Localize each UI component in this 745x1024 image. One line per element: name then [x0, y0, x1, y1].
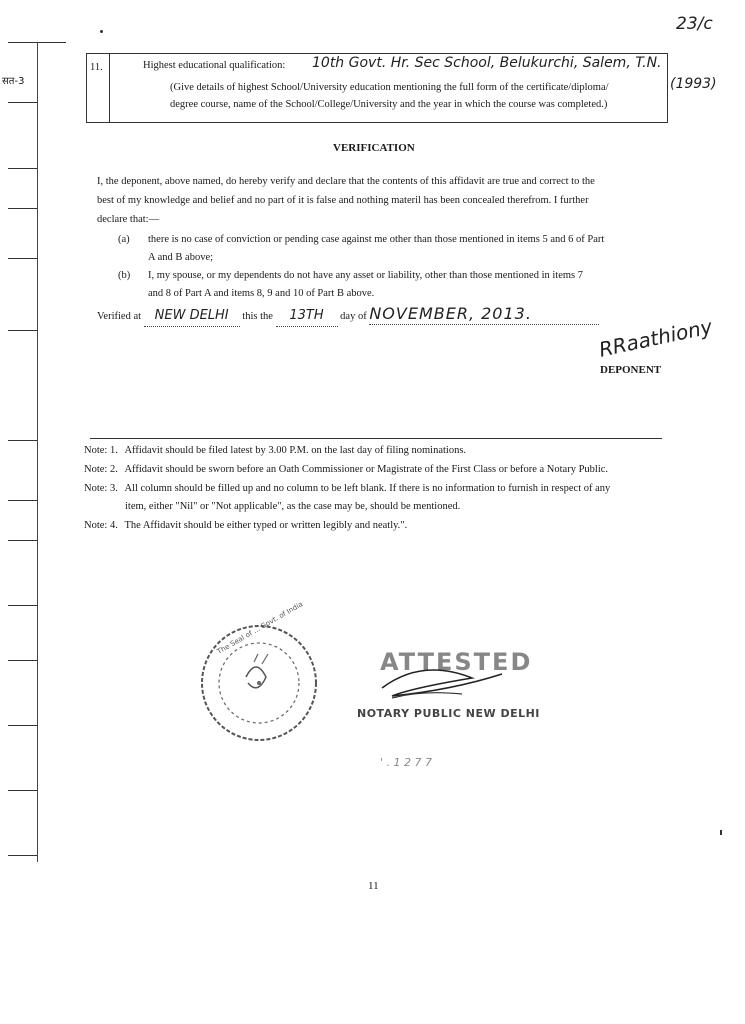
margin-line [8, 790, 38, 791]
day-value: 13TH [276, 306, 338, 327]
clause-a-label: (a) [118, 234, 130, 245]
note-2 [84, 460, 608, 480]
attested-stamp: ATTESTED [380, 648, 533, 676]
notary-stamp: NOTARY PUBLIC NEW DELHI [357, 707, 540, 720]
verification-para-2: best of my knowledge and belief and no part of it is false and nothing materil has been concealed therefrom. I further [97, 195, 589, 206]
seal-graphic [196, 622, 322, 744]
note-3 [84, 479, 610, 499]
margin-line [8, 168, 38, 169]
note-text: The Affidavit should be either typed or written legibly and neatly.". [124, 520, 408, 531]
speck [720, 830, 722, 835]
margin-line [8, 330, 38, 331]
verification-heading: VERIFICATION [333, 142, 415, 154]
seal-text: The Seal of ... Govt. of India [215, 600, 305, 656]
note-text: Affidavit should be sworn before an Oath Commissioner or Magistrate of the First Class or before a Notary Public. [124, 464, 609, 475]
margin-line [8, 605, 38, 606]
note-label: Note: 1. [84, 445, 118, 456]
item-number: 11. [90, 62, 103, 73]
margin-label: सत-3 [2, 76, 25, 87]
note-4 [84, 516, 407, 536]
note-label: Note: 2. [84, 464, 118, 475]
note-text: Affidavit should be filed latest by 3.00 P.M. on the last day of filing nominations. [124, 445, 467, 456]
faint-mark: ' . 1 2 7 7 [380, 756, 432, 769]
qualification-year: (1993) [670, 76, 717, 92]
qualification-instruction-1: (Give details of highest School/University education mentioning the full form of the certificate/diploma/ [170, 82, 609, 93]
clause-b-line-1: I, my spouse, or my dependents do not have any asset or liability, other than those mentioned in items 7 [148, 270, 583, 281]
note-label: Note: 3. [84, 483, 118, 494]
clause-b-label: (b) [118, 270, 131, 281]
box-divider [109, 54, 110, 122]
this-the-label: this the [242, 311, 273, 322]
note-1 [84, 441, 466, 461]
qualification-handwritten: 10th Govt. Hr. Sec School, Belukurchi, Salem, T.N. [312, 55, 662, 71]
verified-at-label: Verified at [97, 311, 142, 322]
note-text: All column should be filled up and no column to be left blank. If there is no information to furnish in respect of any [124, 483, 611, 494]
clause-a-line-1: there is no case of conviction or pending case against me other than those mentioned in items 5 and 6 of Part [148, 234, 605, 245]
margin-line [8, 725, 38, 726]
qualification-instruction-2: degree course, name of the School/College/University and the year in which the course was completed.) [170, 99, 608, 110]
clause-b-line-2: and 8 of Part A and items 8, 9 and 10 of Part B above. [148, 288, 375, 299]
margin-line [8, 500, 38, 501]
margin-line [8, 258, 38, 259]
margin-line [8, 102, 38, 103]
official-seal [196, 600, 322, 744]
verification-para-1: I, the deponent, above named, do hereby verify and declare that the contents of this affidavit are true and correct to the [97, 176, 595, 187]
page-number: 11 [368, 880, 379, 892]
clause-a-line-2: A and B above; [148, 252, 214, 263]
deponent-label: DEPONENT [600, 364, 662, 376]
verified-at-value: NEW DELHI [144, 306, 240, 327]
corner-mark: 23/c [676, 14, 713, 34]
margin-line [8, 855, 38, 856]
verification-para-3: declare that:— [97, 214, 160, 225]
month-value: NOVEMBER, 2013. [369, 304, 599, 325]
margin-line [8, 660, 38, 661]
note-3-continued: item, either "Nil" or "Not applicable", as the case may be, should be mentioned. [125, 501, 461, 512]
verified-at-row [97, 304, 599, 327]
deponent-signature: RRaathiony [596, 314, 715, 362]
margin-line [8, 208, 38, 209]
margin-spine [37, 42, 38, 862]
note-label: Note: 4. [84, 520, 118, 531]
day-of-label: day of [340, 311, 367, 322]
attested-signature [372, 658, 512, 708]
notes-divider [90, 438, 662, 439]
qualification-label: Highest educational qualification: [143, 60, 286, 71]
margin-line [8, 540, 38, 541]
margin-line [8, 440, 38, 441]
speck [100, 30, 103, 33]
